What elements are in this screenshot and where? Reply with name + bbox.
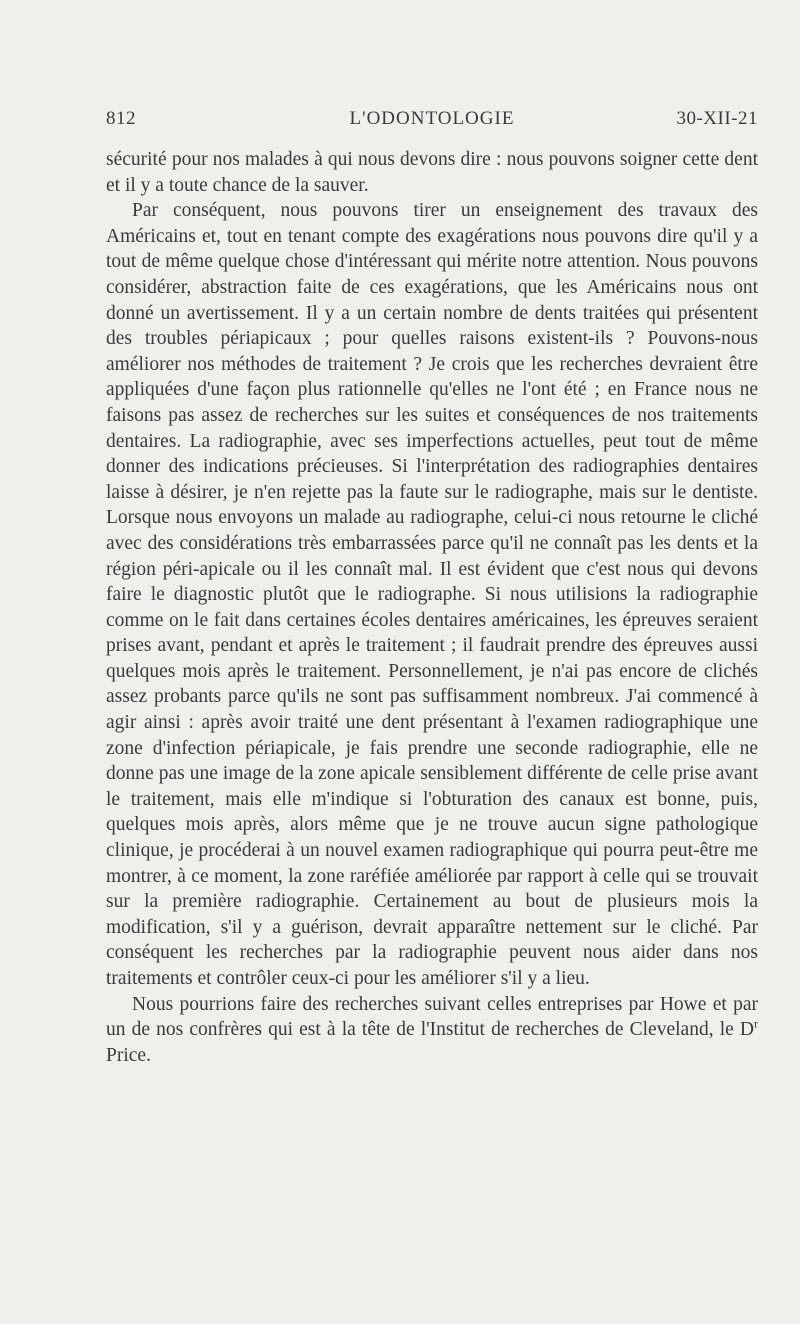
paragraph-last [106, 992, 758, 1069]
superscript: r [754, 1016, 758, 1031]
running-header [106, 108, 758, 136]
body-text [106, 147, 758, 1068]
page-number: 812 [106, 108, 136, 129]
issue-date: 30-XII-21 [676, 108, 758, 129]
journal-title: L'ODONTOLOGIE [349, 108, 515, 129]
paragraph-text: Nous pourrions faire des recherches suivant celles entreprises par Howe et par un de nos confrères qui est à la tête de l'Institut de recherches de Cleveland, le D [106, 993, 758, 1041]
paragraph-continuation: sécurité pour nos malades à qui nous devons dire : nous pouvons soigner cette dent et il y a toute chance de la sauver. [106, 149, 758, 196]
paragraph-text-end: Price. [106, 1044, 151, 1066]
paragraph: Par conséquent, nous pouvons tirer un enseignement des travaux des Américains et, tout en tenant compte des exagérations nous pouvons dire qu'il y a tout de même quelque chose d'intéressant qui mérite notre attention. Nous pouvons considérer, abstraction faite de ces exagérations, que les Américains nous ont donné un avertissement. Il y a un certain nombre de dents traitées qui présentent des troubles périapicaux ; pour quelles raisons existent-ils ? Pouvons-nous améliorer nos méthodes de traitement ? Je crois que les recherches devraient être appliquées d'une façon plus rationnelle qu'elles ne l'ont été ; en France nous ne faisons pas assez de recherches sur les suites et conséquences de nos traitements dentaires. La radiographie, avec ses imperfections actuelles, peut tout de même donner des indications précieuses. Si l'interprétation des radiographies dentaires laisse à désirer, je n'en rejette pas la faute sur le radiographe, mais sur le dentiste. Lorsque nous envoyons un malade au radiographe, celui-ci nous retourne le cliché avec des considérations très embarrassées parce qu'il ne connaît pas les dents et la région péri-apicale ou il les connaît mal. Il est évident que c'est nous qui devons faire le diagnostic plutôt que le radiographe. Si nous utilisions la radiographie comme on le fait dans certaines écoles dentaires américaines, les épreuves seraient prises avant, pendant et après le traitement ; il faudrait prendre des épreuves aussi quelques mois après le traitement. Personnellement, je n'ai pas encore de clichés assez probants parce qu'ils ne sont pas suffisamment nombreux. J'ai commencé à agir ainsi : après avoir traité une dent présentant à l'examen radiographique une zone d'infection périapicale, je fais prendre une seconde radiographie, elle ne donne pas une image de la zone apicale sensiblement différente de celle prise avant le traitement, mais elle m'indique si l'obturation des canaux est bonne, puis, quelques mois après, alors même que je ne trouve aucun signe pathologique clinique, je procéderai à un nouvel examen radiographique qui pourra peut-être me montrer, à ce moment, la zone raréfiée améliorée par rapport à celle qui se trouvait sur la première radiographie. Certainement au bout de plusieurs mois la modification, s'il y a guérison, devrait apparaître nettement sur le cliché. Par conséquent les recherches par la radiographie peuvent nous aider dans nos traitements et contrôler ceux-ci pour les améliorer s'il y a lieu. [106, 200, 758, 989]
